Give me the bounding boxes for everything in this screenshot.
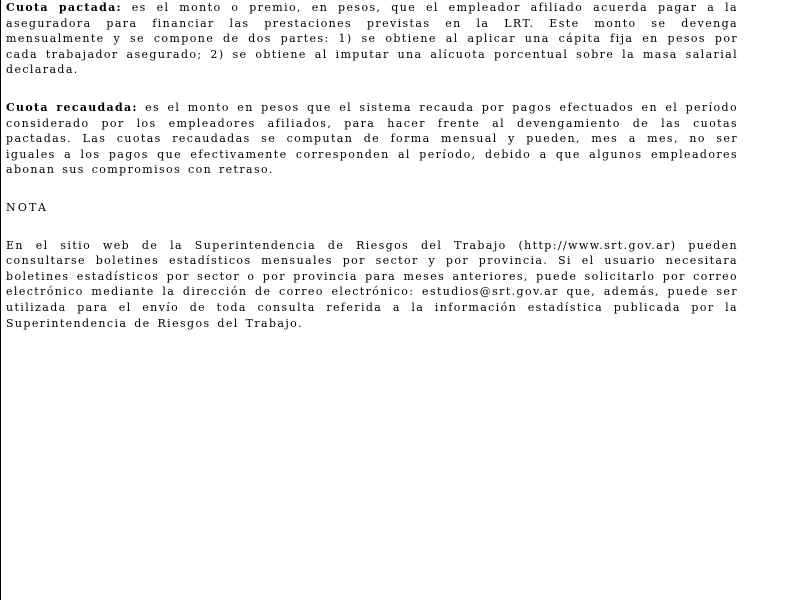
paragraph-spacer xyxy=(6,78,738,100)
document-body xyxy=(6,0,738,331)
paragraph-spacer xyxy=(6,216,738,238)
paragraph-cuota-recaudada xyxy=(6,100,738,178)
definition-cuota-pactada: es el monto o premio, en pesos, que el empleador afiliado acuerda pagar a la aseguradora para financiar las prestaciones previstas en la LRT. Este monto se devenga mensualmente y se compone de dos partes: 1) se obtiene al aplicar una cápita fija en pesos por cada trabajador asegurado; 2) se obtiene al imputar una alícuota porcentual sobre la masa salarial declarada. xyxy=(6,1,738,77)
paragraph-nota: En el sitio web de la Superintendencia de Riesgos del Trabajo (http://www.srt.gov.ar) pueden consultarse boletines estadísticos mensuales por sector y por provincia. Si el usuario necesitara boletines estadísticos por sector o por provincia para meses anteriores, puede solicitarlo por correo electrónico mediante la dirección de correo electrónico: estudios@srt.gov.ar que, además, puede ser utilizada para el envío de toda consulta referida a la información estadística publicada por la Superintendencia de Riesgos del Trabajo. xyxy=(6,238,738,330)
definition-cuota-recaudada: es el monto en pesos que el sistema recauda por pagos efectuados en el período considerado por los empleadores afiliados, para hacer frente al devengamiento de las cuotas pactadas. Las cuotas recaudadas se computan de forma mensual y pueden, mes a mes, no ser iguales a los pagos que efectivamente corresponden al período, debido a que algunos empleadores abonan sus compromisos con retraso. xyxy=(6,100,738,177)
term-cuota-recaudada: Cuota recaudada: xyxy=(6,100,138,114)
term-cuota-pactada: Cuota pactada: xyxy=(6,1,122,14)
paragraph-cuota-pactada xyxy=(6,0,738,78)
paragraph-spacer xyxy=(6,178,738,200)
nota-heading: NOTA xyxy=(6,200,49,214)
